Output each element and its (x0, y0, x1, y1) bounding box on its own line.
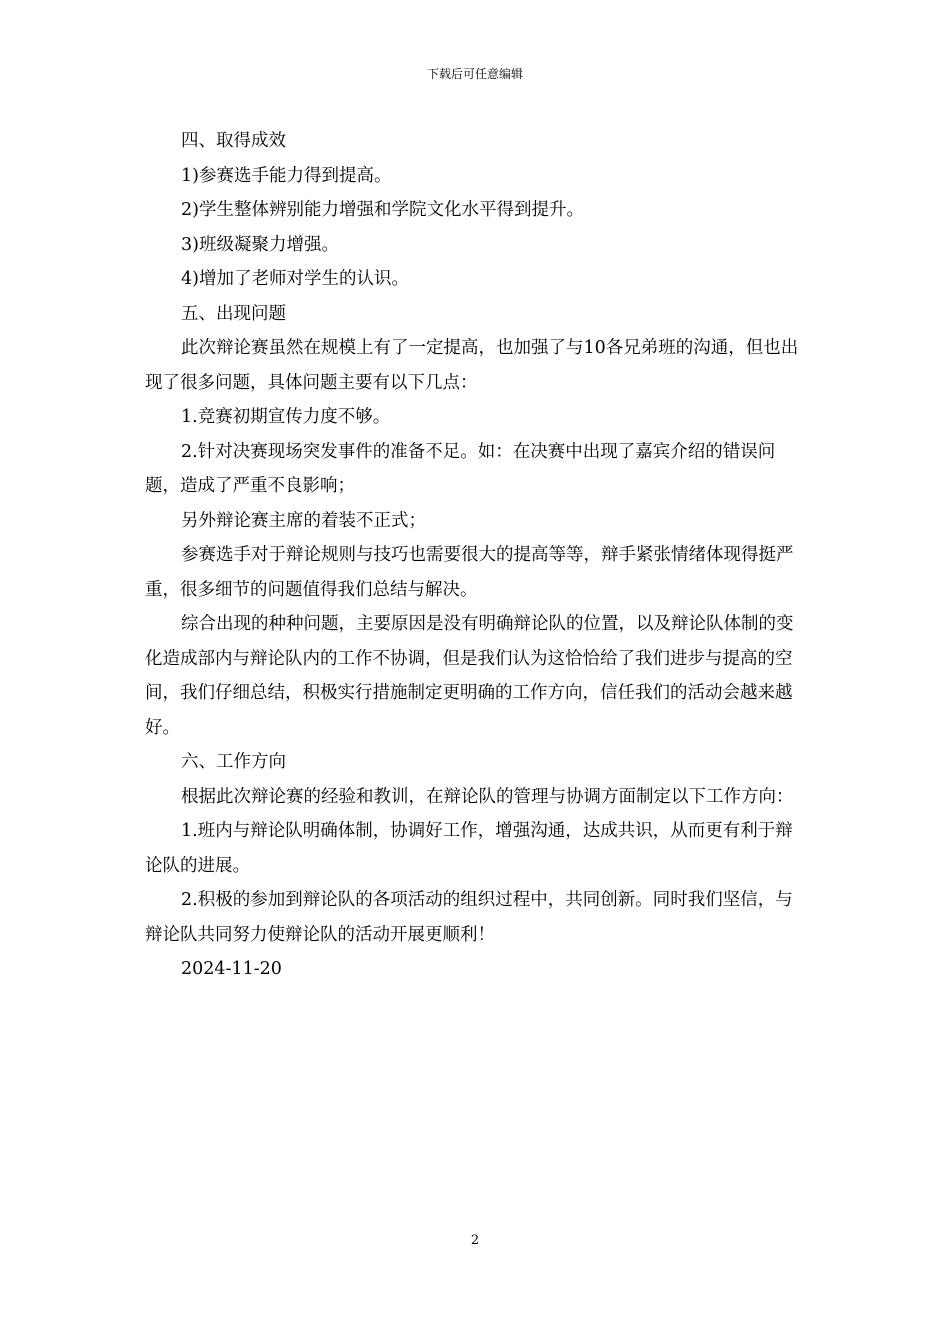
page-number: 2 (470, 1233, 480, 1248)
list-item: 3)班级凝聚力增强。 (181, 234, 339, 255)
list-item: 4)增加了老师对学生的认识。 (181, 269, 409, 289)
list-item: 2)学生整体辨别能力增强和学院文化水平得到提升。 (181, 200, 584, 220)
body-paragraph: 参赛选手对于辩论规则与技巧也需要很大的提高等等，辩手紧张情绪体现得挺严重，很多细节的问题值得我们总结与解决。 (145, 545, 794, 600)
body-paragraph: 综合出现的种种问题，主要原因是没有明确辩论队的位置，以及辩论队体制的变化造成部内与辩论队内的工作不协调，但是我们认为这恰恰给了我们进步与提高的空间，我们仔细总结，积极实行措施制定更明确的工作方向，信任我们的活动会越来越好。 (145, 614, 794, 738)
list-item: 2.针对决赛现场突发事件的准备不足。如：在决赛中出现了嘉宾介绍的错误问题，造成了严重不良影响； (145, 441, 776, 496)
list-item: 1.班内与辩论队明确体制，协调好工作，增强沟通，达成共识，从而更有利于辩论队的进展。 (145, 821, 793, 876)
body-paragraph: 此次辩论赛虽然在规模上有了一定提高，也加强了与10各兄弟班的沟通，但也出现了很多问题，具体问题主要有以下几点： (145, 338, 799, 393)
section-heading-direction: 六、工作方向 (181, 752, 286, 772)
page-header: 下载后可任意编辑 (426, 67, 523, 81)
body-paragraph: 根据此次辩论赛的经验和教训，在辩论队的管理与协调方面制定以下工作方向： (181, 786, 794, 807)
section-heading-results: 四、取得成效 (181, 131, 286, 151)
section-heading-problems: 五、出现问题 (181, 303, 286, 324)
document-body (145, 124, 807, 987)
body-paragraph: 另外辩论赛主席的着装不正式； (181, 510, 426, 531)
list-item: 2.积极的参加到辩论队的各项活动的组织过程中，共同创新。同时我们坚信，与辩论队共同努力使辩论队的活动开展更顺利！ (145, 890, 793, 945)
document-date: 2024-11-20 (181, 959, 282, 979)
list-item: 1.竞赛初期宣传力度不够。 (181, 407, 391, 427)
list-item: 1)参赛选手能力得到提高。 (181, 165, 392, 186)
